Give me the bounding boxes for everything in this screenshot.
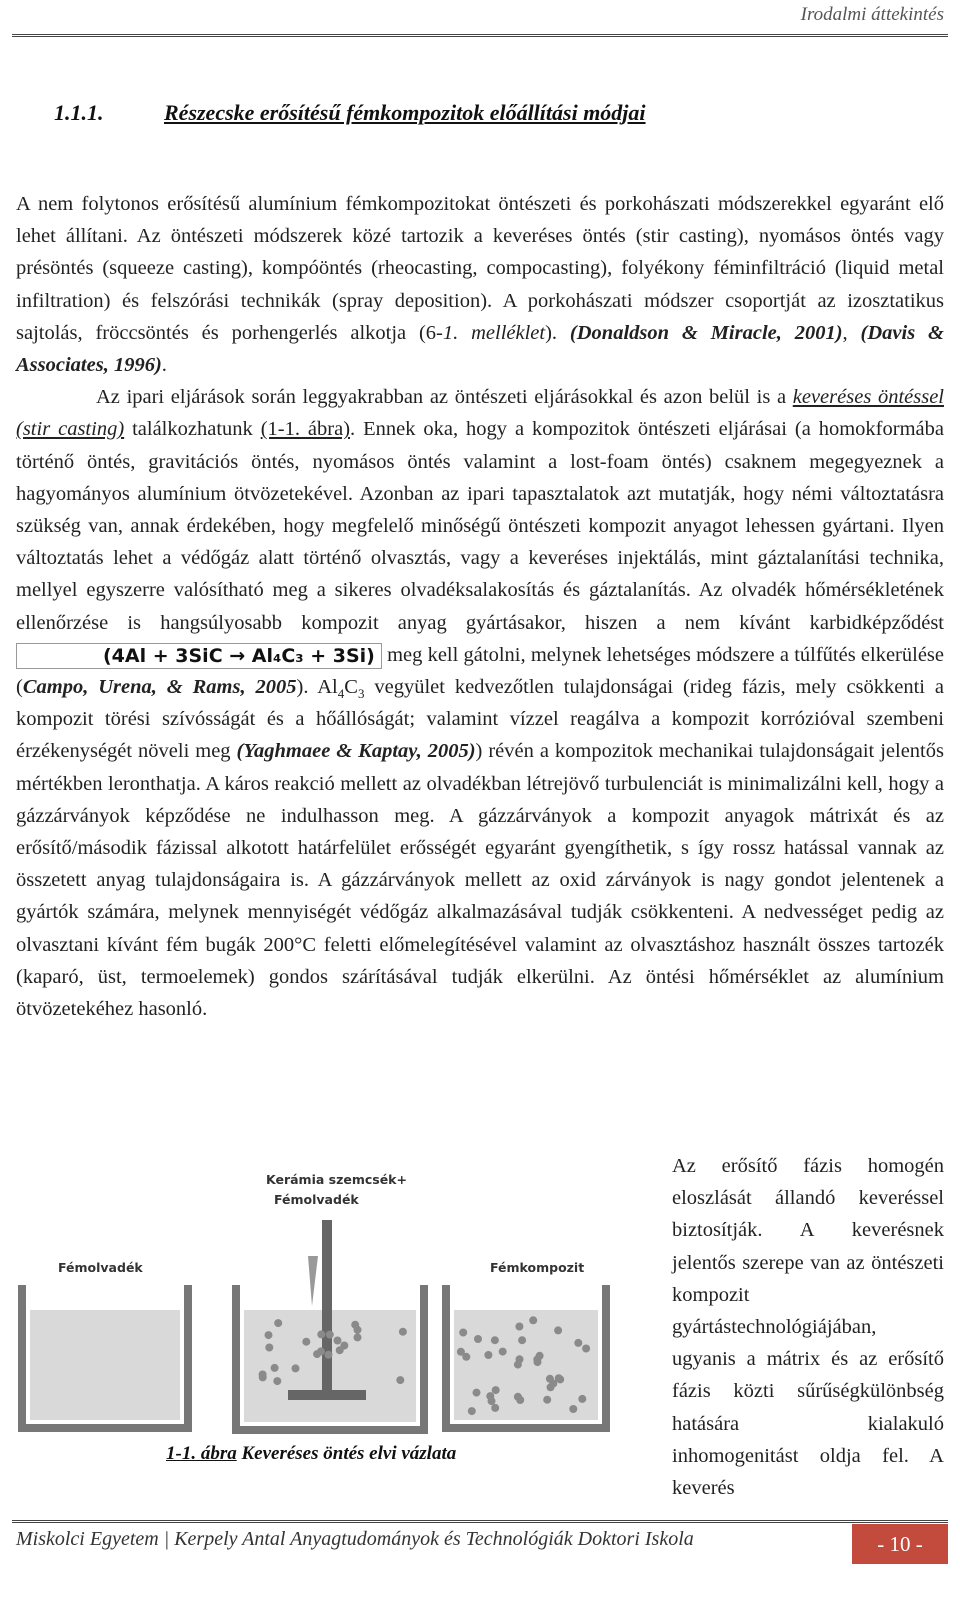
particle-dot — [492, 1386, 500, 1394]
body-text — [16, 188, 944, 1025]
subscript: 3 — [357, 686, 365, 702]
particle-dot — [259, 1373, 267, 1381]
caption-text: Keveréses öntés elvi vázlata — [236, 1443, 457, 1464]
text-run: . Ennek oka, hogy a kompozitok öntészeti eljárásai (a homokformába történő öntés, gravitációs öntés, nyomásos öntés valamint a lost-foam öntés) csaknem megegyeznek a hagyományos alumínium ötvözetekével. Azonban az ipari tapasztalatok azt mutatják, hogy némi változtatásra szükség van, annak érdekében, hogy megfelelő minőségű öntészeti kompozit anyagot lehessen gyártani. Ilyen változtatás lehet a védőgáz alatt történő olvasztás, vagy a keveréses injektálás, mint gáztalanítási technika, mellyel egyszerre valósítható meg a sikeres olvadéksalakosítás és gáztalanítás. Az olvadék hőmérsékletének ellenőrzése is hangsúlyosabb kompozit anyag gyártásakor, hiszen a nem kívánt karbidképződést — [16, 418, 944, 634]
particle-dot — [265, 1331, 273, 1339]
text-run: C — [344, 676, 358, 699]
particle-dot — [459, 1329, 467, 1337]
particle-dot — [554, 1326, 562, 1334]
label-melt: Fémolvadék — [58, 1260, 143, 1275]
page-number-badge: - 10 - — [852, 1524, 948, 1564]
caption-number: 1-1. ábra — [166, 1443, 237, 1464]
particle-dot — [265, 1344, 273, 1352]
particle-dot — [516, 1355, 524, 1363]
emphasis: keveréses öntéssel (stir casting) — [16, 386, 944, 441]
text-run: ). — [545, 321, 570, 344]
citation: Campo, Urena, & Rams, 2005 — [22, 676, 297, 699]
stirrer-shaft — [322, 1220, 332, 1395]
particle-dot — [292, 1364, 300, 1372]
label-composite: Fémkompozit — [490, 1260, 585, 1275]
particle-dot — [543, 1396, 551, 1404]
particle-dot — [317, 1330, 325, 1338]
text-run: ). Al — [296, 676, 338, 699]
text-run: vegyület kedvezőtlen tulajdonságai (rideg fázis, mely csökkenti a kompozit törési szívósságát és a hőállóságát; valamint vízzel reagálva a kompozit korrózióval szembeni érzékenységét növeli meg — [16, 676, 945, 763]
particle-dot — [529, 1316, 537, 1324]
running-header: Irodalmi áttekintés — [800, 4, 944, 25]
particle-dot — [354, 1326, 362, 1334]
figure-reference: (1-1. ábra) — [260, 418, 351, 441]
particle-stream — [308, 1256, 318, 1306]
vessel-left — [22, 1285, 188, 1428]
text-run: . — [161, 354, 167, 377]
particle-dot — [273, 1377, 281, 1385]
citation: (Donaldson & Miracle, 2001) — [569, 321, 843, 344]
stir-casting-figure — [16, 1160, 646, 1490]
vessel-center — [236, 1220, 424, 1430]
liquid-left — [30, 1310, 180, 1420]
appendix-reference: 1. melléklet — [442, 321, 546, 344]
particle-dot — [325, 1351, 333, 1359]
particle-dot — [574, 1339, 582, 1347]
vessel-right — [446, 1285, 606, 1428]
particle-dot — [518, 1336, 526, 1344]
particle-dot — [491, 1336, 499, 1344]
section-heading — [54, 100, 646, 126]
side-paragraph: Az erősítő fázis homogén eloszlását állandó keveréssel biztosítják. A keverésnek jelentős szerepe van az öntészeti kompozit gyártástechnológiájában, ugyanis a mátrix és az erősítő fázis közti sűrűségkülönbség hatására kialakuló inhomogenitást oldja fel. A keverés — [672, 1155, 944, 1500]
particle-dot — [578, 1395, 586, 1403]
header-rule — [12, 34, 948, 39]
particle-dot — [486, 1392, 494, 1400]
text-run: ) révén a kompozitok mechanikai tulajdonságait jelentős mértékben leronthatja. A káros reakció mellett az olvadékban létrejövő turbulenciát is minimalizálni kell, hogy a gázzárványok képződése ne indulhasson meg. A gázzárványok a kompozit anyagok mátrixát és az erősítő/második fázissal alkotott határfelület erősségét egyaránt gyengíthetik, s így rossz hatással vannak az összetett anyag tulajdonságaira is. A gázzárványok mellett az oxid zárványok is nagy gondot jelentenek a gyártók számára, melynek mennyiségét védőgáz alkalmazásával tudják csökkenteni. A nedvességet pedig az olvasztani kívánt fém bugák 200°C feletti előmelegítésével valamint az olvasztáshoz használt összes tartozék (kaparó, üst, termoelemek) gondos szárításával tudják elkerülni. Az öntési hőmérséklet az alumínium ötvözetekéhez hasonló. — [16, 740, 944, 1021]
particle-dot — [484, 1351, 492, 1359]
text-run: , — [842, 321, 861, 344]
particle-dot — [499, 1348, 507, 1356]
label-particles-melt-1: Kerámia szemcsék+ — [266, 1172, 407, 1187]
particle-dot — [515, 1323, 523, 1331]
paragraph-1 — [16, 188, 944, 381]
particle-dot — [582, 1345, 590, 1353]
paragraph-2 — [16, 381, 944, 1025]
particle-dot — [326, 1331, 334, 1339]
particle-dot — [468, 1407, 476, 1415]
footer-rule — [12, 1520, 948, 1525]
particle-dot — [549, 1380, 557, 1388]
particle-dot — [302, 1338, 310, 1346]
particle-dot — [569, 1405, 577, 1413]
text-run: találkozhatunk — [124, 418, 261, 441]
particle-dot — [457, 1348, 465, 1356]
particle-dot — [354, 1333, 362, 1341]
footer-institution: Miskolci Egyetem | Kerpely Antal Anyagtudományok és Technológiák Doktori Iskola — [16, 1528, 694, 1550]
text-run: A nem folytonos erősítésű alumínium fémkompozitokat öntészeti és porkohászati módszerekkel egyaránt elő lehet állítani. Az öntészeti módszerek közé tartozik a keveréses öntés (stir casting), nyomásos öntés vagy présöntés (squeeze casting), kompóöntés (rheocasting, compocasting), folyékony féminfiltráció (liquid metal infiltration) és felszórási technikák (spray deposition). A porkohászati módszer csoportját az izosztatikus sajtolás, fröccsöntés és porhengerlés alkotja (6- — [16, 193, 944, 344]
particle-dot — [334, 1337, 342, 1345]
particle-dot — [396, 1376, 404, 1384]
particle-dot — [516, 1396, 524, 1404]
stirrer-blade — [288, 1390, 366, 1400]
citation: (Yaghmaee & Kaptay, 2005) — [236, 740, 476, 763]
particle-dot — [336, 1346, 344, 1354]
reaction-formula: (4Al + 3SiC → Al₄C₃ + 3Si) — [16, 643, 382, 669]
liquid-right — [454, 1310, 598, 1420]
figure-caption — [166, 1443, 456, 1465]
figure-drawing — [16, 1160, 646, 1490]
subscript: 4 — [337, 686, 345, 702]
particle-dot — [399, 1328, 407, 1336]
text-run: meg kell gátolni, melynek lehetséges módszere a túlfűtés elkerülése ( — [16, 643, 944, 699]
citation: (Davis & Associates, 1996) — [16, 321, 944, 377]
particle-dot — [474, 1335, 482, 1343]
particle-dot — [473, 1389, 481, 1397]
particle-dot — [491, 1404, 499, 1412]
particle-dot — [274, 1319, 282, 1327]
label-particles-melt-2: Fémolvadék — [274, 1192, 359, 1207]
particle-dot — [313, 1350, 321, 1358]
particle-dot — [534, 1358, 542, 1366]
section-number: 1.1.1. — [54, 100, 104, 125]
section-title: Részecske erősítésű fémkompozitok előállítási módjai — [164, 100, 646, 125]
text-run: Az ipari eljárások során leggyakrabban az öntészeti eljárásokkal és azon belül is a — [96, 386, 793, 409]
particle-dot — [271, 1364, 279, 1372]
